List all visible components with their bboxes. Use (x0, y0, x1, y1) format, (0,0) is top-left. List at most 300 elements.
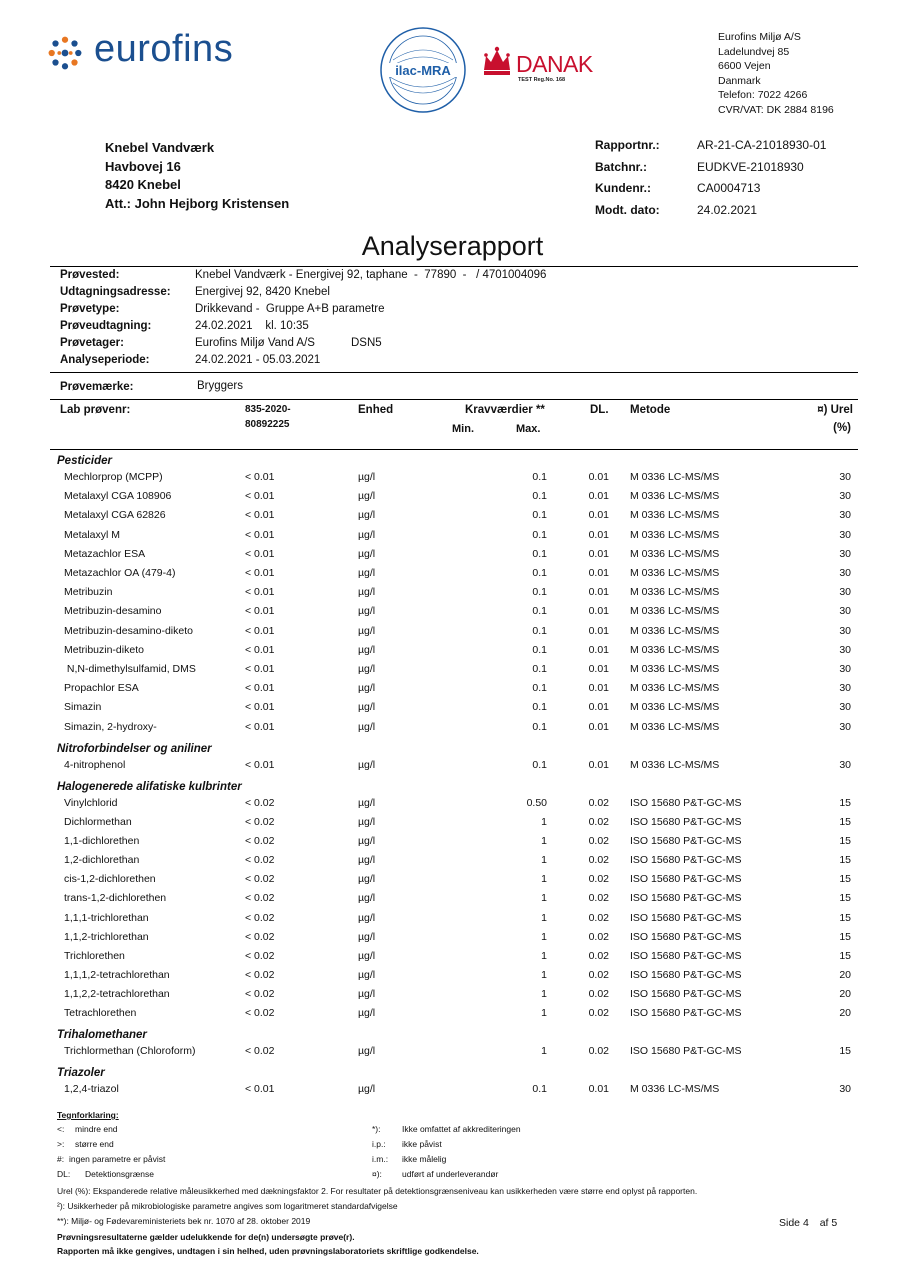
page-of: af (819, 1217, 829, 1229)
table-row (0, 759, 905, 778)
cell-urel: 15 (839, 1045, 851, 1058)
cell-result: < 0.01 (245, 624, 275, 637)
recipient-line: 8420 Knebel (105, 177, 181, 192)
section-heading: Pesticider (57, 455, 112, 467)
cell-urel: 15 (839, 835, 851, 848)
legend-item (57, 1169, 357, 1184)
ilac-mra-seal (378, 25, 468, 115)
legend-sym: i.p.: (372, 1139, 386, 1149)
table-row (0, 854, 905, 873)
cell-max: 1 (541, 816, 547, 828)
cell-parameter: cis-1,2-dichlorethen (64, 873, 156, 886)
meta-row (595, 181, 855, 201)
cell-unit: µg/l (358, 835, 376, 848)
header-urel: ¤) Urel (817, 404, 853, 416)
cell-parameter: Metribuzin-desamino (64, 605, 162, 618)
table-row (0, 1045, 905, 1064)
header-dl: DL. (590, 404, 609, 416)
cell-unit: µg/l (358, 968, 376, 981)
cell-dl: 0.02 (588, 911, 609, 924)
legend (57, 1110, 857, 1260)
recipient-line: Knebel Vandværk (105, 140, 215, 155)
table-row (0, 509, 905, 528)
info-label: Prøvested: (60, 269, 120, 281)
cell-method: M 0336 LC-MS/MS (630, 701, 720, 714)
company-line: Danmark (718, 74, 761, 87)
info-value: Knebel Vandværk - Energivej 92, taphane - 77890 - / 4701004096 (195, 269, 547, 281)
cell-result: < 0.02 (245, 949, 275, 962)
cell-result: < 0.01 (245, 663, 275, 675)
cell-method: M 0336 LC-MS/MS (630, 720, 720, 733)
cell-urel: 30 (839, 701, 851, 714)
legend-text: ikke påvist (402, 1139, 442, 1149)
cell-dl: 0.02 (588, 892, 609, 905)
cell-urel: 30 (839, 682, 851, 695)
cell-method: M 0336 LC-MS/MS (630, 547, 720, 560)
cell-result: < 0.02 (245, 854, 275, 867)
cell-dl: 0.01 (588, 605, 609, 618)
danak-reg: TEST Reg.No. 168 (518, 77, 566, 83)
legend-sym: i.m.: (372, 1154, 389, 1164)
cell-method: M 0336 LC-MS/MS (630, 1083, 720, 1096)
info-label: Prøvetype: (60, 303, 120, 315)
company-line: Eurofins Miljø A/S (718, 31, 801, 43)
cell-result: < 0.01 (245, 490, 275, 503)
page-total: 5 (831, 1217, 838, 1229)
cell-parameter: Trichlorethen (64, 949, 125, 962)
cell-urel: 15 (839, 796, 851, 809)
table-row (0, 586, 905, 605)
cell-method: ISO 15680 P&T-GC-MS (630, 796, 742, 809)
cell-dl: 0.02 (588, 796, 609, 809)
legend-bold-note: Rapporten må ikke gengives, undtagen i sin helhed, uden prøvningslaboratoriets skriftlige godkendelse. (57, 1246, 479, 1256)
legend-item (372, 1169, 672, 1184)
table-row (0, 721, 905, 740)
cell-max: 1 (541, 911, 547, 924)
legend-sym: <: (57, 1124, 65, 1134)
meta-label: Kundenr.: (595, 181, 651, 195)
cell-parameter: Metazachlor OA (479-4) (64, 567, 176, 579)
cell-urel: 30 (839, 567, 851, 579)
info-value: Drikkevand - Gruppe A+B parametre (195, 303, 385, 315)
cell-urel: 30 (839, 586, 851, 599)
cell-method: M 0336 LC-MS/MS (630, 490, 720, 503)
cell-result: < 0.01 (245, 509, 275, 522)
cell-urel: 15 (839, 854, 851, 867)
cell-parameter: 1,1,2,2-tetrachlorethan (64, 987, 170, 1000)
cell-method: ISO 15680 P&T-GC-MS (630, 854, 742, 867)
table-row (0, 988, 905, 1007)
cell-urel: 30 (839, 758, 851, 771)
cell-method: ISO 15680 P&T-GC-MS (630, 1007, 742, 1019)
info-value: 24.02.2021 - 05.03.2021 (195, 354, 321, 366)
meta-row (595, 138, 855, 158)
cell-result: < 0.01 (245, 605, 275, 618)
legend-note: ²): Usikkerheder på mikrobiologiske parametre angives som logaritmeret standardafvigelse (57, 1201, 398, 1211)
cell-urel: 20 (839, 987, 851, 1000)
cell-max: 0.1 (532, 720, 547, 733)
header-sample-id: 80892225 (245, 419, 290, 430)
cell-urel: 30 (839, 643, 851, 656)
cell-result: < 0.02 (245, 930, 275, 943)
header-sample-id: 835-2020- (245, 404, 291, 415)
table-row (0, 471, 905, 490)
cell-max: 1 (541, 987, 547, 1000)
cell-result: < 0.02 (245, 892, 275, 905)
cell-urel: 30 (839, 605, 851, 618)
cell-method: ISO 15680 P&T-GC-MS (630, 835, 742, 848)
cell-unit: µg/l (358, 796, 376, 809)
cell-urel: 30 (839, 490, 851, 503)
page-label: Side (779, 1217, 801, 1229)
cell-dl: 0.01 (588, 567, 609, 579)
recipient-line: Att.: John Hejborg Kristensen (105, 195, 290, 211)
cell-unit: µg/l (358, 567, 376, 579)
ilac-label: ilac-MRA (395, 63, 451, 78)
sample-mark-value: Bryggers (197, 380, 244, 392)
meta-value: AR-21-CA-21018930-01 (697, 138, 827, 152)
cell-method: ISO 15680 P&T-GC-MS (630, 911, 742, 924)
table-row (0, 969, 905, 988)
cell-max: 1 (541, 854, 547, 867)
header-min: Min. (452, 423, 474, 435)
header-max: Max. (516, 423, 541, 435)
cell-parameter: trans-1,2-dichlorethen (64, 892, 167, 905)
cell-parameter: Metazachlor ESA (64, 547, 146, 560)
cell-method: ISO 15680 P&T-GC-MS (630, 968, 742, 981)
header-lab: Lab prøvenr: (60, 404, 131, 416)
meta-label: Batchnr.: (595, 160, 648, 174)
cell-unit: µg/l (358, 854, 376, 867)
cell-parameter: Mechlorprop (MCPP) (64, 471, 163, 483)
legend-note: Urel (%): Ekspanderede relative måleusikkerhed med dækningsfaktor 2. For resultater på detektionsgrænseniveau kan usikkerheden være større end oplyst på rapporten. (57, 1186, 698, 1196)
table-row (0, 490, 905, 509)
cell-method: ISO 15680 P&T-GC-MS (630, 816, 742, 828)
cell-method: ISO 15680 P&T-GC-MS (630, 949, 742, 962)
danak-label: DANAK (516, 51, 593, 77)
cell-max: 0.1 (532, 586, 547, 599)
info-value: Eurofins Miljø Vand A/S (195, 337, 315, 349)
cell-urel: 15 (839, 892, 851, 905)
cell-parameter: Metribuzin-desamino-diketo (64, 624, 193, 637)
table-row (0, 1083, 905, 1102)
info-label: Analyseperiode: (60, 354, 150, 366)
legend-text: Detektionsgrænse (85, 1169, 154, 1179)
legend-sym: *): (372, 1124, 381, 1134)
cell-max: 0.1 (532, 490, 547, 503)
cell-parameter: 1,1-dichlorethen (64, 835, 140, 848)
cell-result: < 0.02 (245, 1045, 275, 1058)
page-title: Analyserapport (361, 231, 544, 261)
page-number (779, 1217, 837, 1229)
cell-parameter: N,N-dimethylsulfamid, DMS (64, 663, 196, 675)
cell-max: 1 (541, 968, 547, 981)
legend-item (372, 1139, 672, 1154)
cell-max: 1 (541, 892, 547, 905)
cell-unit: µg/l (358, 949, 376, 962)
meta-value: EUDKVE-21018930 (697, 160, 804, 174)
ilac-seal-icon (378, 25, 468, 115)
cell-method: M 0336 LC-MS/MS (630, 586, 720, 599)
cell-result: < 0.01 (245, 701, 275, 714)
cell-result: < 0.02 (245, 873, 275, 886)
cell-method: ISO 15680 P&T-GC-MS (630, 930, 742, 943)
table-row (0, 682, 905, 701)
table-row (0, 701, 905, 720)
cell-method: M 0336 LC-MS/MS (630, 509, 720, 522)
info-value: 24.02.2021 kl. 10:35 (195, 320, 309, 332)
cell-parameter: 4-nitrophenol (64, 758, 126, 771)
cell-urel: 30 (839, 720, 851, 733)
section-heading: Triazoler (57, 1067, 105, 1080)
table-row (0, 931, 905, 950)
cell-urel: 20 (839, 968, 851, 981)
cell-unit: µg/l (358, 663, 376, 675)
cell-unit: µg/l (358, 471, 376, 483)
cell-result: < 0.02 (245, 835, 275, 848)
company-line: Telefon: 7022 4266 (718, 89, 808, 101)
cell-urel: 30 (839, 471, 851, 483)
legend-note: **): Miljø- og Fødevareministeriets bek nr. 1070 af 28. oktober 2019 (57, 1216, 311, 1226)
cell-max: 0.1 (532, 682, 547, 695)
cell-max: 0.1 (532, 509, 547, 522)
cell-max: 0.1 (532, 605, 547, 618)
divider (50, 399, 858, 400)
cell-max: 0.1 (532, 528, 547, 541)
cell-urel: 30 (839, 1083, 851, 1096)
cell-dl: 0.01 (588, 528, 609, 541)
cell-result: < 0.02 (245, 816, 275, 828)
cell-parameter: Metribuzin-diketo (64, 643, 144, 656)
danak-mark (480, 42, 610, 87)
cell-method: M 0336 LC-MS/MS (630, 567, 720, 579)
cell-unit: µg/l (358, 490, 376, 503)
company-line: 6600 Vejen (718, 60, 771, 72)
cell-parameter: Trichlormethan (Chloroform) (64, 1045, 196, 1058)
divider (50, 266, 858, 267)
cell-result: < 0.02 (245, 796, 275, 809)
cell-dl: 0.01 (588, 663, 609, 675)
legend-text: ingen parametre er påvist (69, 1154, 166, 1164)
cell-method: M 0336 LC-MS/MS (630, 624, 720, 637)
cell-dl: 0.01 (588, 643, 609, 656)
cell-result: < 0.02 (245, 968, 275, 981)
cell-unit: µg/l (358, 605, 376, 618)
legend-notes (57, 1186, 847, 1231)
cell-dl: 0.02 (588, 816, 609, 828)
legend-bold-notes (57, 1232, 847, 1260)
table-header (0, 402, 905, 447)
cell-dl: 0.01 (588, 720, 609, 733)
cell-unit: µg/l (358, 643, 376, 656)
table-row (0, 548, 905, 567)
cell-parameter: 1,2-dichlorethan (64, 854, 140, 867)
cell-unit: µg/l (358, 528, 376, 541)
cell-dl: 0.01 (588, 471, 609, 483)
cell-max: 1 (541, 949, 547, 962)
legend-right (372, 1124, 672, 1184)
cell-max: 1 (541, 1045, 547, 1058)
cell-parameter: Propachlor ESA (64, 682, 139, 695)
table-row (0, 873, 905, 892)
cell-max: 0.1 (532, 547, 547, 560)
cell-urel: 30 (839, 509, 851, 522)
cell-dl: 0.01 (588, 547, 609, 560)
cell-urel: 30 (839, 663, 851, 675)
cell-result: < 0.01 (245, 720, 275, 733)
cell-unit: µg/l (358, 1045, 376, 1058)
cell-urel: 30 (839, 624, 851, 637)
header-limits: Kravværdier ** (465, 404, 545, 416)
cell-method: M 0336 LC-MS/MS (630, 605, 720, 618)
legend-sym: >: (57, 1139, 65, 1149)
cell-dl: 0.02 (588, 987, 609, 1000)
cell-dl: 0.01 (588, 682, 609, 695)
legend-item (57, 1154, 357, 1169)
table-row (0, 892, 905, 911)
table-row (0, 644, 905, 663)
cell-parameter: Simazin (64, 701, 102, 714)
legend-item (57, 1124, 357, 1139)
crown-icon (480, 44, 514, 78)
info-label: Prøveudtagning: (60, 320, 152, 332)
cell-unit: µg/l (358, 1083, 376, 1096)
cell-max: 1 (541, 930, 547, 943)
cell-parameter: Vinylchlorid (64, 796, 118, 809)
cell-method: M 0336 LC-MS/MS (630, 758, 720, 771)
cell-unit: µg/l (358, 509, 376, 522)
cell-unit: µg/l (358, 1007, 376, 1019)
meta-value: 24.02.2021 (697, 203, 758, 217)
cell-urel: 20 (839, 1007, 851, 1019)
cell-unit: µg/l (358, 586, 376, 599)
cell-result: < 0.02 (245, 1007, 275, 1019)
cell-unit: µg/l (358, 758, 376, 771)
section-heading: Trihalomethaner (57, 1029, 147, 1042)
cell-urel: 30 (839, 547, 851, 560)
cell-max: 1 (541, 873, 547, 886)
cell-unit: µg/l (358, 547, 376, 560)
legend-text: ikke målelig (402, 1154, 447, 1164)
company-line: Ladelundvej 85 (718, 45, 790, 58)
section-heading: Nitroforbindelser og aniliner (57, 742, 212, 755)
meta-row (595, 160, 855, 180)
cell-urel: 15 (839, 816, 851, 828)
cell-dl: 0.01 (588, 1083, 609, 1096)
company-line: CVR/VAT: DK 2884 8196 (718, 103, 834, 116)
cell-method: ISO 15680 P&T-GC-MS (630, 987, 742, 1000)
cell-result: < 0.01 (245, 1083, 275, 1096)
divider (50, 372, 858, 373)
cell-dl: 0.01 (588, 624, 609, 637)
cell-result: < 0.01 (245, 586, 275, 599)
sample-mark (60, 381, 460, 398)
cell-unit: µg/l (358, 816, 376, 828)
cell-max: 0.1 (532, 567, 547, 579)
cell-dl: 0.02 (588, 930, 609, 943)
section-heading: Halogenerede alifatiske kulbrinter (57, 780, 242, 793)
cell-dl: 0.01 (588, 490, 609, 503)
cell-method: ISO 15680 P&T-GC-MS (630, 873, 742, 886)
cell-max: 0.1 (532, 758, 547, 771)
cell-parameter: 1,1,1-trichlorethan (64, 911, 149, 924)
divider (50, 449, 858, 450)
legend-bold-note: Prøvningsresultaterne gælder udelukkende for de(n) undersøgte prøve(r). (57, 1232, 355, 1242)
cell-parameter: Simazin, 2-hydroxy- (64, 720, 157, 733)
cell-unit: µg/l (358, 930, 376, 943)
cell-parameter: Dichlormethan (64, 816, 132, 828)
cell-unit: µg/l (358, 701, 376, 714)
cell-max: 1 (541, 1007, 547, 1019)
cell-result: < 0.01 (245, 471, 275, 483)
table-row (0, 835, 905, 854)
table-row (0, 567, 905, 586)
cell-urel: 15 (839, 949, 851, 962)
cell-urel: 15 (839, 873, 851, 886)
table-row (0, 605, 905, 624)
cell-result: < 0.02 (245, 911, 275, 924)
cell-parameter: 1,1,2-trichlorethan (64, 930, 149, 943)
cell-unit: µg/l (358, 720, 376, 733)
cell-urel: 30 (839, 528, 851, 541)
cell-parameter: Metribuzin (64, 586, 113, 599)
info-label: Udtagningsadresse: (60, 286, 171, 298)
cell-max: 0.1 (532, 701, 547, 714)
cell-result: < 0.01 (245, 758, 275, 771)
legend-item (372, 1154, 672, 1169)
cell-unit: µg/l (358, 873, 376, 886)
cell-max: 0.1 (532, 643, 547, 656)
cell-result: < 0.01 (245, 643, 275, 656)
table-row (0, 912, 905, 931)
page-current: 4 (802, 1217, 809, 1229)
legend-sym: #: (57, 1154, 65, 1164)
cell-urel: 15 (839, 911, 851, 924)
header-unit: Enhed (358, 404, 394, 416)
table-row (0, 1007, 905, 1026)
eurofins-logo (46, 30, 261, 80)
cell-max: 0.1 (532, 663, 547, 675)
cell-result: < 0.02 (245, 987, 275, 1000)
results-table (0, 453, 905, 1103)
meta-label: Rapportnr.: (595, 138, 660, 152)
table-row (0, 529, 905, 548)
meta-label: Modt. dato: (595, 203, 660, 217)
legend-left (57, 1124, 357, 1184)
info-label: Prøvetager: (60, 337, 124, 349)
cell-dl: 0.02 (588, 968, 609, 981)
cell-dl: 0.02 (588, 873, 609, 886)
cell-method: M 0336 LC-MS/MS (630, 682, 720, 695)
cell-urel: 15 (839, 930, 851, 943)
legend-item (372, 1124, 672, 1139)
cell-parameter: Metalaxyl M (64, 528, 121, 541)
cell-max: 1 (541, 835, 547, 848)
cell-method: M 0336 LC-MS/MS (630, 663, 720, 675)
cell-unit: µg/l (358, 682, 376, 695)
cell-dl: 0.01 (588, 509, 609, 522)
cell-result: < 0.01 (245, 682, 275, 695)
cell-dl: 0.02 (588, 1007, 609, 1019)
cell-result: < 0.01 (245, 567, 275, 579)
cell-dl: 0.01 (588, 758, 609, 771)
table-row (0, 625, 905, 644)
cell-method: M 0336 LC-MS/MS (630, 471, 720, 483)
cell-parameter: 1,2,4-triazol (64, 1083, 119, 1096)
cell-unit: µg/l (358, 892, 376, 905)
cell-method: ISO 15680 P&T-GC-MS (630, 1045, 742, 1058)
legend-text: større end (75, 1139, 114, 1149)
